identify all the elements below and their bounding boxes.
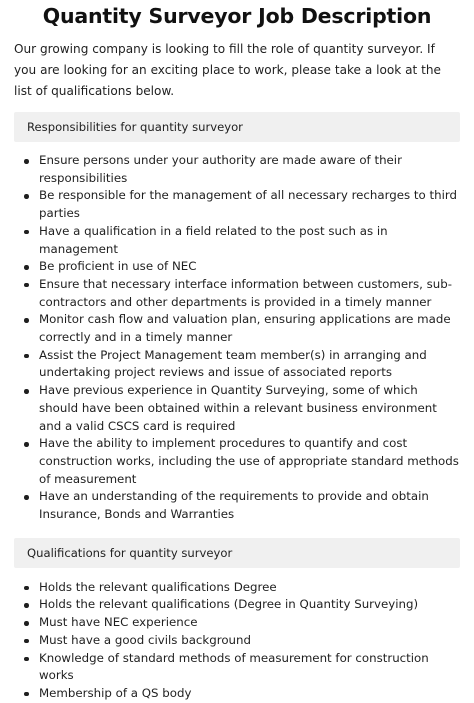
list-item-text: Ensure persons under your authority are made aware of their responsibilities [39,153,402,185]
bullet-icon [24,603,29,608]
list-item-text: Have an understanding of the requirements to provide and obtain Insurance, Bonds and Warranties [39,489,429,522]
page-title: Quantity Surveyor Job Description [42,4,432,28]
list-item [22,596,460,614]
list-item-text: Have the ability to implement procedures to quantify and cost construction works, including the use of appropriate standard methods of measurement [39,436,459,486]
list-item [22,579,460,597]
list-item [22,614,460,632]
list-item-text: Must have NEC experience [39,615,198,630]
bullet-icon [24,194,29,199]
list-item-text: Have previous experience in Quantity Surveying, some of which should have been obtained within a relevant business environment and a valid CSCS card is required [39,383,437,433]
bullet-icon [24,495,29,500]
list-item [22,685,460,703]
list-item-text: Be responsible for the management of all necessary recharges to third parties [39,188,457,221]
list-item [22,347,460,382]
list-item [22,187,460,222]
list-item-text: Have a qualification in a field related to the post such as in management [39,223,388,256]
list-item-text: Ensure that necessary interface information between customers, sub-contractors and other departments is provided in a timely manner [39,276,452,309]
bullet-icon [24,265,29,270]
list-item-text: Must have a good civils background [39,632,251,647]
list-item-text: Holds the relevant qualifications (Degree in Quantity Surveying) [39,597,419,612]
bullet-icon [24,283,29,288]
list-item [22,311,460,346]
list-item [22,488,460,523]
bullet-icon [24,159,29,164]
list-item-text: Monitor cash flow and valuation plan, ensuring applications are made correctly and in a timely manner [39,312,451,345]
list-item-text: Knowledge of standard methods of measurement for construction works [39,650,429,683]
list-item-text: Holds the relevant qualifications Degree [39,579,277,594]
bullet-icon [24,586,29,591]
responsibilities-list [14,152,460,524]
list-item [22,632,460,650]
list-item [22,276,460,311]
bullet-icon [24,692,29,697]
list-item-text: Membership of a QS body [39,685,192,700]
qualifications-list [14,579,460,703]
intro-paragraph: Our growing company is looking to fill the role of quantity surveyor. If you are looking for an exciting place to work, please take a look at the list of qualifications below. [14,42,441,98]
bullet-icon [24,621,29,626]
qualifications-heading: Qualifications for quantity surveyor [14,538,460,568]
bullet-icon [24,354,29,359]
list-item-text: Assist the Project Management team member(s) in arranging and undertaking project reviews and issue of associated reports [39,347,427,380]
bullet-icon [24,657,29,662]
list-item [22,650,460,685]
bullet-icon [24,442,29,447]
responsibilities-heading: Responsibilities for quantity surveyor [14,112,460,142]
list-item [22,382,460,435]
bullet-icon [24,318,29,323]
list-item [22,258,460,276]
list-item [22,152,460,187]
bullet-icon [24,389,29,394]
list-item [22,435,460,488]
bullet-icon [24,639,29,644]
list-item-text: Be proficient in use of NEC [39,259,197,274]
bullet-icon [24,230,29,235]
list-item [22,223,460,258]
